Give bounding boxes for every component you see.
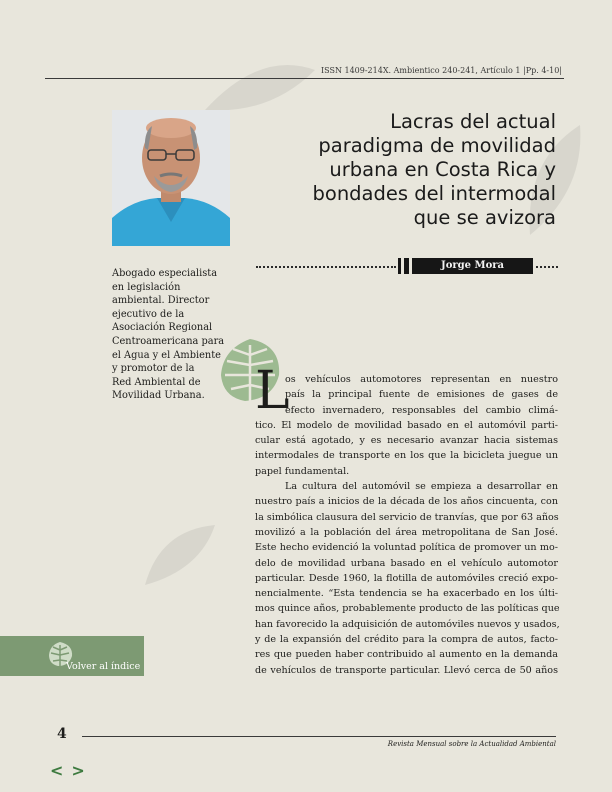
title-line: que se avizora bbox=[413, 206, 556, 229]
previous-page-button[interactable]: < bbox=[50, 761, 64, 780]
bio-line: Movilidad Urbana. bbox=[112, 390, 205, 402]
bio-line: ambiental. Director bbox=[112, 295, 210, 307]
body-line: Este hecho evidenció la voluntad política de promover un mo- bbox=[255, 542, 558, 554]
next-page-button[interactable]: > bbox=[71, 761, 85, 780]
body-line: res que pueden haber contribuido al aumento en la demanda bbox=[255, 649, 558, 661]
article-title bbox=[256, 110, 556, 230]
footer-rule bbox=[82, 736, 556, 737]
body-line: movilizó a la población del área metropolitana de San José. bbox=[255, 526, 558, 538]
title-line: bondades del intermodal bbox=[312, 182, 556, 205]
body-line: delo de movilidad urbana basado en el vehículo automotor bbox=[255, 557, 558, 569]
body-line: papel fundamental. bbox=[255, 465, 350, 477]
bio-line: ejecutivo de la bbox=[112, 308, 185, 320]
body-line: particular. Desde 1960, la flotilla de automóviles creció expo- bbox=[255, 572, 558, 584]
author-photo bbox=[112, 110, 230, 246]
body-line: país la principal fuente de emisiones de gases de bbox=[285, 389, 558, 401]
title-line: Lacras del actual bbox=[390, 110, 556, 133]
body-line: han favorecido la adquisición de automóviles nuevos y usados, bbox=[255, 618, 560, 630]
body-line: y de la expansión del crédito para la compra de autos, facto- bbox=[255, 634, 558, 646]
header-rule bbox=[45, 78, 564, 79]
article-body bbox=[255, 372, 558, 678]
page-navigation bbox=[50, 761, 93, 780]
bio-line: Centroamericana para bbox=[112, 335, 225, 347]
body-line: efecto invernadero, responsables del cambio climá- bbox=[285, 404, 558, 416]
author-bio bbox=[112, 267, 232, 403]
body-line: mos quince años, probablemente producto de las políticas que bbox=[255, 603, 560, 615]
title-line: paradigma de movilidad bbox=[318, 134, 556, 157]
author-dotted-rule-right bbox=[536, 266, 558, 268]
background-leaf-decoration bbox=[140, 520, 220, 590]
body-line: tico. El modelo de movilidad basado en el automóvil parti- bbox=[255, 419, 558, 431]
body-line: nuestro país a inicios de la década de los años cincuenta, con bbox=[255, 496, 558, 508]
author-name: Jorge Mora bbox=[412, 258, 533, 274]
body-line: cular está agotado, y es necesario avanzar hacia sistemas bbox=[255, 435, 558, 447]
bio-line: en legislación bbox=[112, 281, 181, 293]
journal-name: Revista Mensual sobre la Actualidad Ambiental bbox=[387, 740, 556, 748]
body-line: nencialmente. “Esta tendencia se ha exacerbado en los últi- bbox=[255, 588, 558, 600]
body-line: La cultura del automóvil se empieza a desarrollar en bbox=[285, 481, 558, 493]
bio-line: y promotor de la bbox=[112, 363, 195, 375]
author-bar-marks bbox=[398, 258, 410, 274]
drop-cap: L bbox=[255, 361, 290, 421]
bio-line: Red Ambiental de bbox=[112, 376, 201, 388]
body-line: intermodales de transporte en los que la bicicleta juegue un bbox=[255, 450, 558, 462]
body-line: de vehículos de transporte particular. Llevó cerca de 50 años bbox=[255, 664, 558, 676]
body-line: la simbólica clausura del servicio de tranvías, que por 63 años bbox=[255, 511, 559, 523]
bio-line: Abogado especialista bbox=[112, 268, 218, 279]
page-number: 4 bbox=[57, 726, 67, 742]
body-line: os vehículos automotores representan en nuestro bbox=[285, 374, 558, 385]
title-line: urbana en Costa Rica y bbox=[329, 158, 556, 181]
back-to-index-label: Volver al índice bbox=[66, 661, 141, 672]
author-dotted-rule-left bbox=[256, 266, 396, 268]
back-to-index-button[interactable] bbox=[0, 636, 144, 676]
bio-line: el Agua y el Ambiente bbox=[112, 349, 221, 361]
issn-header: ISSN 1409-214X. Ambientico 240-241, Artículo 1 |Pp. 4-10| bbox=[320, 66, 562, 75]
bio-line: Asociación Regional bbox=[112, 322, 213, 334]
